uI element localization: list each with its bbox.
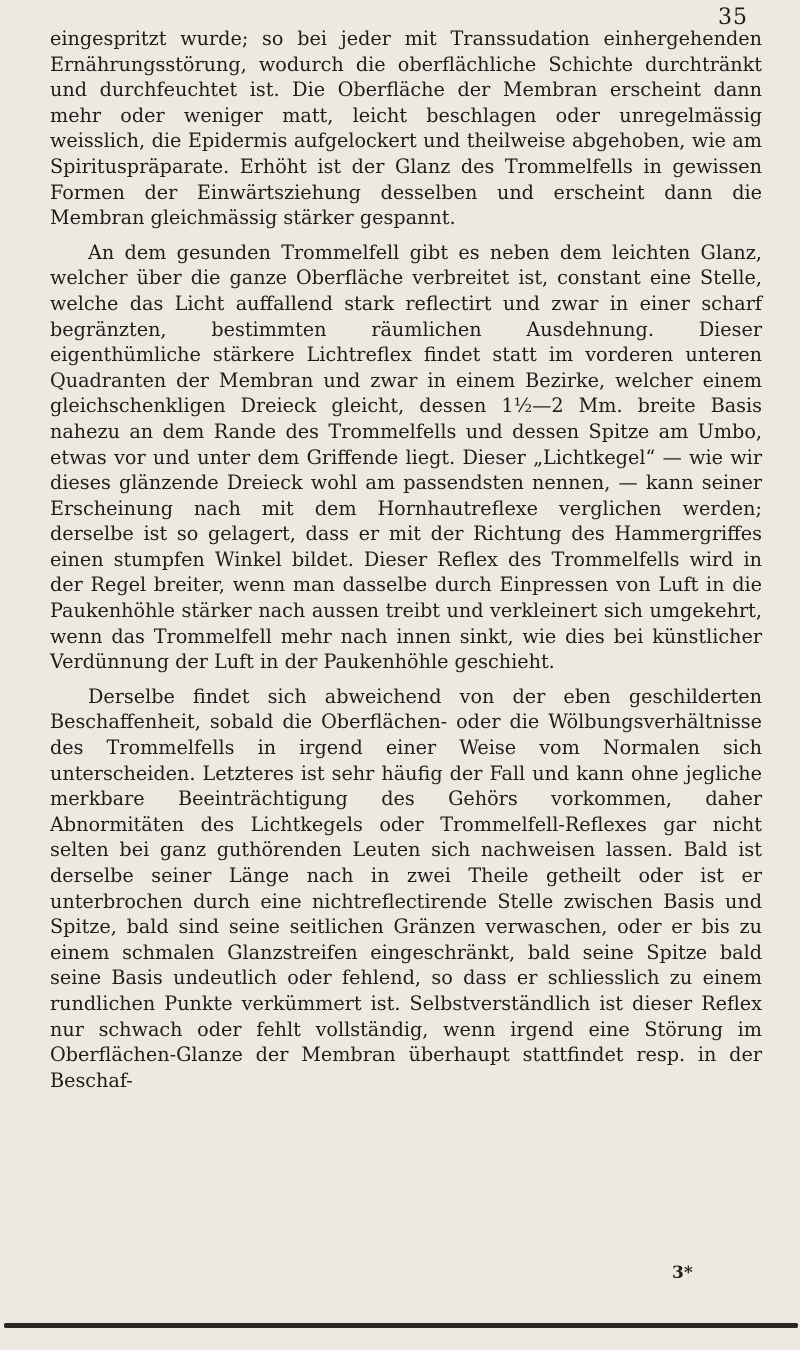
paragraph-lichtkegel: An dem gesunden Trommelfell gibt es neben dem leichten Glanz, welcher über die ganze Oberfläche verbreitet ist, constant eine Stelle, welche das Licht auffallend stark reflectirt und zwar in einer scharf begränzten, bestimmten räumlichen Ausdehnung. Dieser eigenthümliche stärkere Lichtreflex findet statt im vorderen unteren Quadranten der Membran und zwar in einem Bezirke, welcher einem gleichschenkligen Dreieck gleicht, dessen 1½—2 Mm. breite Basis nahezu an dem Rande des Trommelfells und dessen Spitze am Umbo, etwas vor und unter dem Griffende liegt. Dieser „Lichtkegel“ — wie wir dieses glänzende Dreieck wohl am passendsten nennen, — kann seiner Erscheinung nach mit dem Hornhautreflexe verglichen werden; derselbe ist so gelagert, dass er mit der Richtung des Hammergriffes einen stumpfen Winkel bildet. Dieser Reflex des Trommelfells wird in der Regel breiter, wenn man dasselbe durch Einpressen von Luft in die Paukenhöhle stärker nach aussen treibt und verkleinert sich umgekehrt, wenn das Trommelfell mehr nach innen sinkt, wie dies bei künstlicher Verdünnung der Luft in der Paukenhöhle geschieht. <box>50 240 762 674</box>
signature-mark: 3* <box>672 1263 693 1283</box>
paragraph-continued: eingespritzt wurde; so bei jeder mit Transsudation einhergehenden Ernährungsstörung, wodurch die oberflächliche Schichte durchtränkt und durchfeuchtet ist. Die Oberfläche der Membran erscheint dann mehr oder weniger matt, leicht beschlagen oder unregelmässig weisslich, die Epidermis aufgelockert und theilweise abgehoben, wie am Spirituspräparate. Erhöht ist der Glanz des Trommelfells in gewissen Formen der Einwärtsziehung desselben und erscheint dann die Membran gleichmässig stärker gespannt. <box>50 27 762 230</box>
page-bottom-edge <box>4 1323 798 1328</box>
page-number: 35 <box>718 5 748 30</box>
paragraph-abnormitaeten: Derselbe findet sich abweichend von der eben geschilderten Beschaffenheit, sobald die Oberflächen- oder die Wölbungsverhältnisse des Trommelfells in irgend einer Weise vom Normalen sich unterscheiden. Letzteres ist sehr häufig der Fall und kann ohne jegliche merkbare Beeinträchtigung des Gehörs vorkommen, daher Abnormitäten des Lichtkegels oder Trommelfell-Reflexes gar nicht selten bei ganz guthörenden Leuten sich nachweisen lassen. Bald ist derselbe seiner Länge nach in zwei Theile getheilt oder ist er unterbrochen durch eine nichtreflectirende Stelle zwischen Basis und Spitze, bald sind seine seitlichen Gränzen verwaschen, oder er bis zu einem schmalen Glanzstreifen eingeschränkt, bald seine Spitze bald seine Basis undeutlich oder fehlend, so dass er schliesslich zu einem rundlichen Punkte verkümmert ist. Selbstverständlich ist dieser Reflex nur schwach oder fehlt vollständig, wenn irgend eine Störung im Oberflächen-Glanze der Membran überhaupt stattfindet resp. in der Beschaf- <box>50 684 762 1092</box>
body-text <box>50 26 762 1093</box>
